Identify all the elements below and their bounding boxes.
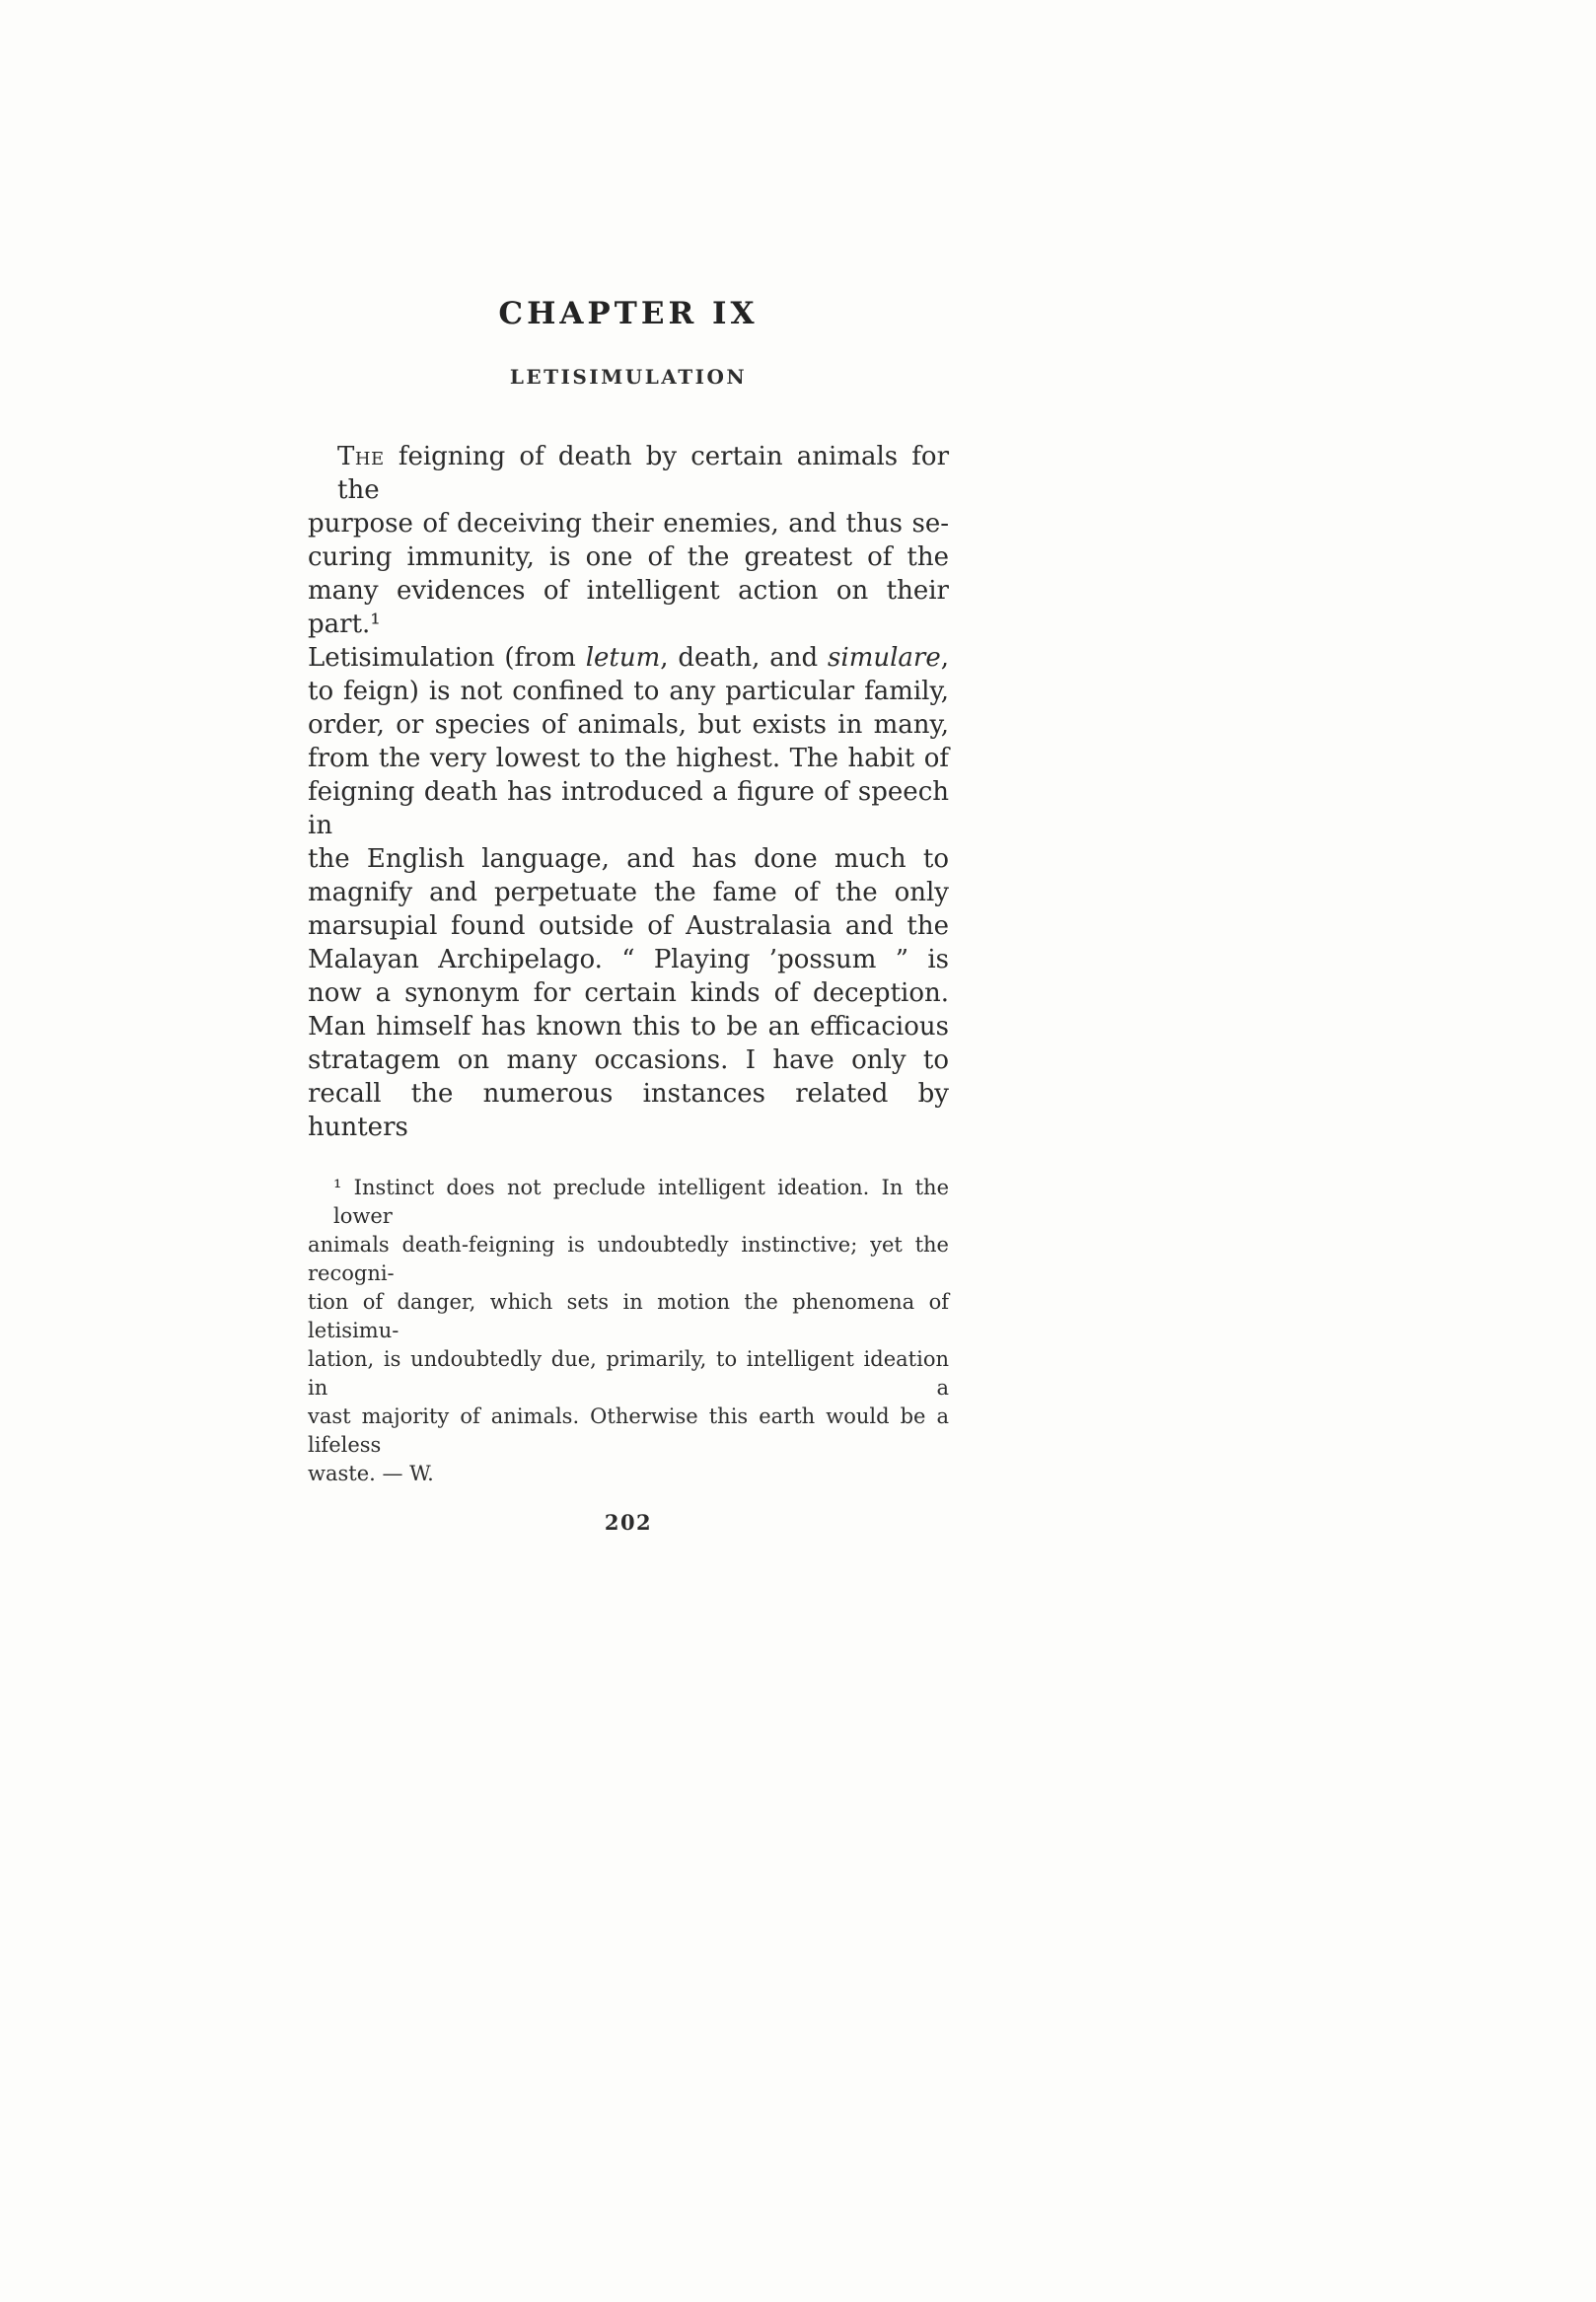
footnote-line: ¹ Instinct does not preclude intelligent ideation. In the lower — [333, 1176, 949, 1228]
chapter-title: CHAPTER IX — [498, 296, 759, 331]
text-line-rest: feigning of death by certain animals for the — [337, 442, 949, 505]
text-line: magnify and perpetuate the fame of the only — [308, 878, 949, 907]
text-line: marsupial found outside of Australasia and the — [308, 911, 949, 941]
text-line — [308, 440, 949, 507]
small-caps-lead-word: The — [337, 442, 385, 471]
latin-word-letum: letum — [585, 643, 661, 673]
page-number: 202 — [604, 1510, 653, 1535]
text-line: stratagem on many occasions. I have only to — [308, 1045, 949, 1075]
text-line: the English language, and has done much to — [308, 844, 949, 874]
footnote-line: lation, is undoubtedly due, primarily, to intelligent ideation in a — [308, 1347, 949, 1400]
text-line: Malayan Archipelago. “ Playing ’possum ” is — [308, 945, 949, 974]
text-line: from the very lowest to the highest. The habit of — [308, 744, 949, 773]
text-line: curing immunity, is one of the greatest of the — [308, 542, 949, 572]
footnote-line: vast majority of animals. Otherwise this earth would be a lifeless — [308, 1404, 949, 1457]
text-segment: , — [940, 643, 949, 673]
text-segment: Letisimulation (from — [308, 643, 586, 673]
text-line: many evidences of intelligent action on their part.¹ — [308, 576, 949, 639]
footnote-line: waste. — W. — [308, 1462, 434, 1485]
section-title: LETISIMULATION — [509, 365, 748, 389]
content-column — [308, 296, 949, 1535]
text-segment: , death, and — [660, 643, 829, 673]
text-line — [308, 641, 949, 675]
text-line: purpose of deceiving their enemies, and thus se- — [308, 509, 949, 539]
footnote-block — [308, 1174, 949, 1488]
text-line: recall the numerous instances related by hunters — [308, 1079, 949, 1142]
text-line: order, or species of animals, but exists in many, — [308, 710, 949, 740]
footnote-line: animals death-feigning is undoubtedly instinctive; yet the recogni- — [308, 1233, 949, 1285]
footnote-line: tion of danger, which sets in motion the phenomena of letisimu- — [308, 1290, 949, 1342]
text-line: to feign) is not confined to any particular family, — [308, 677, 949, 706]
text-line: now a synonym for certain kinds of deception. — [308, 978, 949, 1008]
body-paragraph — [308, 440, 949, 1144]
text-line: Man himself has known this to be an efficacious — [308, 1012, 949, 1042]
latin-word-simulare: simulare — [828, 643, 941, 673]
text-line: feigning death has introduced a figure of speech in — [308, 777, 949, 840]
